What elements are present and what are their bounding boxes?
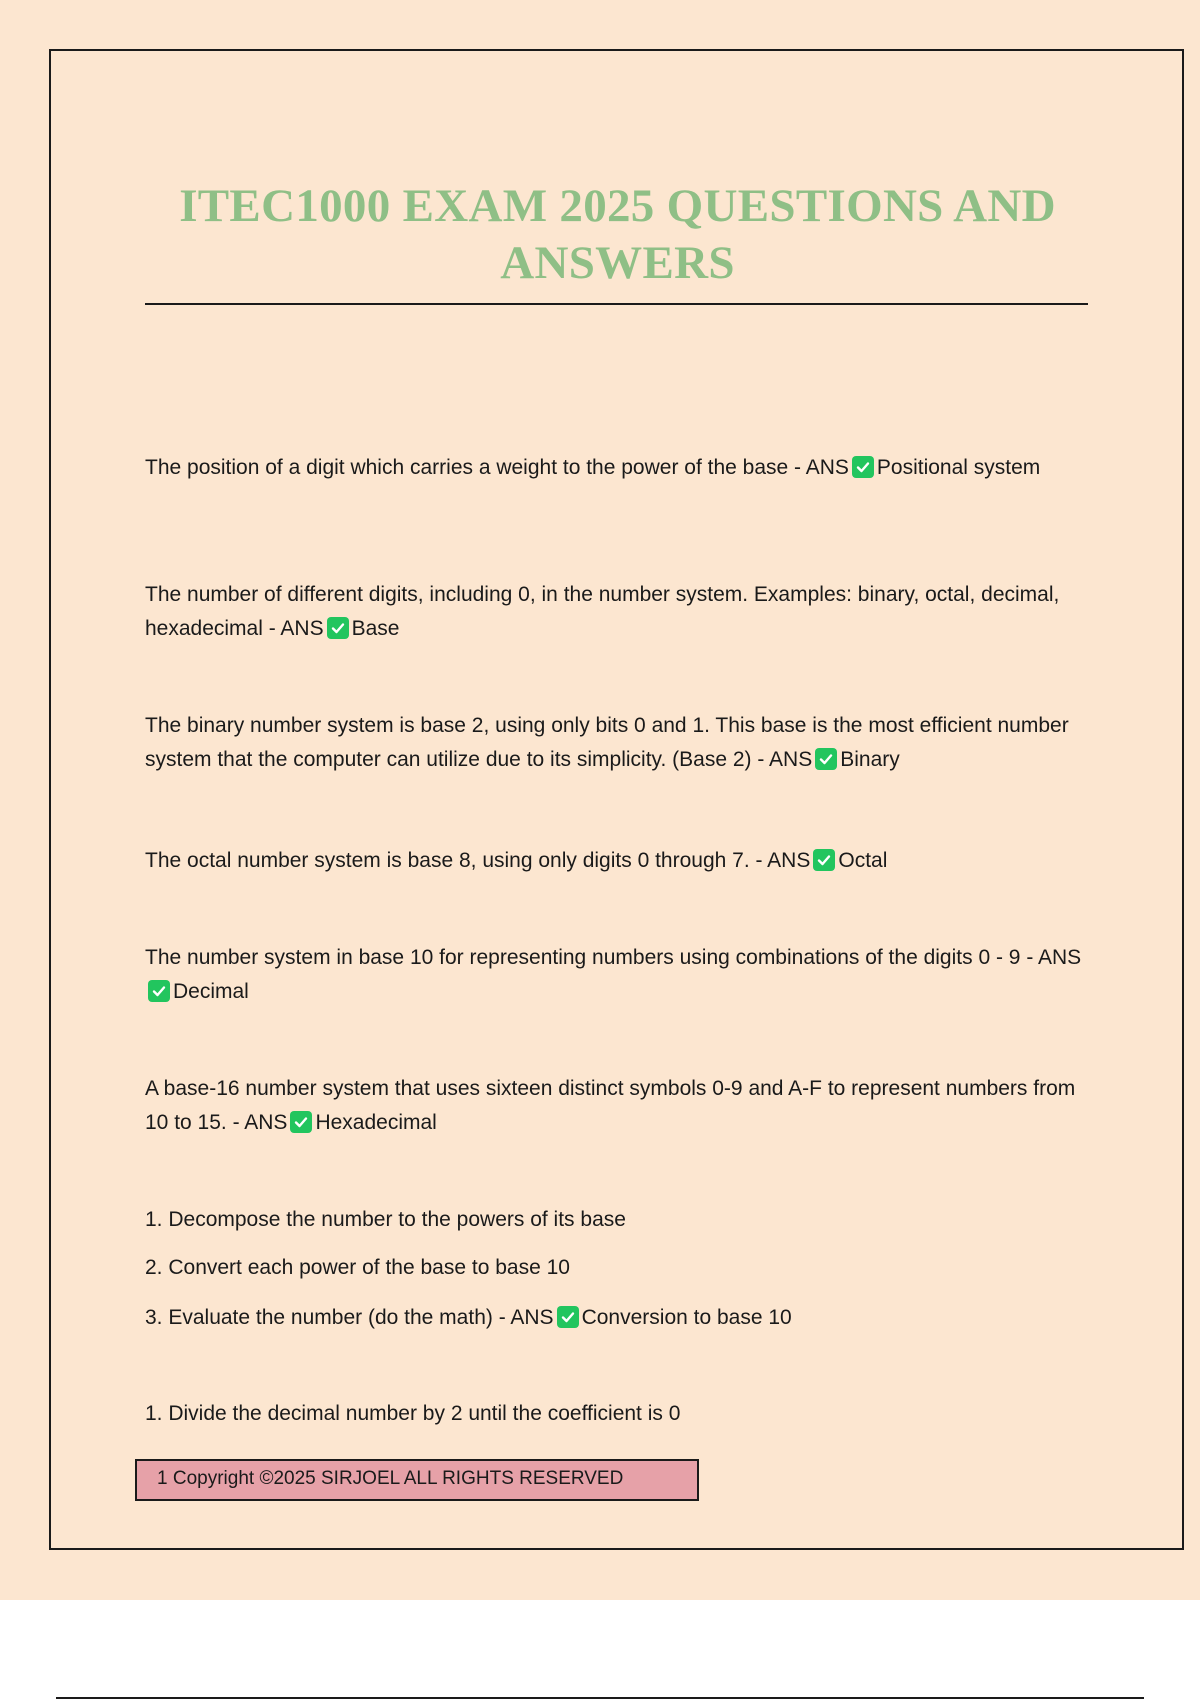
qa-item-4 bbox=[145, 844, 1085, 878]
copyright-footer: 1 Copyright ©2025 SIRJOEL ALL RIGHTS RESERVED bbox=[135, 1459, 699, 1501]
check-box-icon bbox=[852, 456, 874, 478]
answer-text: Conversion to base 10 bbox=[581, 1306, 792, 1329]
question-text: The number system in base 10 for representing numbers using combinations of the digits 0 - 9 bbox=[145, 946, 1021, 969]
answer-text: Decimal bbox=[173, 980, 249, 1003]
check-box-icon bbox=[813, 849, 835, 871]
question-text: A base-16 number system that uses sixteen distinct symbols 0-9 and A-F to represent numbers from 10 to 15. bbox=[145, 1077, 1076, 1134]
qa-item-5 bbox=[145, 941, 1085, 1009]
qa-item-6 bbox=[145, 1072, 1085, 1140]
ans-marker: - ANS bbox=[755, 849, 811, 872]
answer-text: Octal bbox=[838, 849, 888, 872]
division-step-1: 1. Divide the decimal number by 2 until the coefficient is 0 bbox=[145, 1402, 681, 1425]
ans-marker: - ANS bbox=[232, 1111, 288, 1134]
qa-item-2 bbox=[145, 578, 1085, 646]
ans-marker: - ANS bbox=[268, 617, 324, 640]
step-text: 3. Evaluate the number (do the math) bbox=[145, 1306, 493, 1329]
check-box-icon bbox=[290, 1111, 312, 1133]
qa-item-1 bbox=[145, 451, 1085, 485]
title-divider bbox=[145, 303, 1088, 305]
answer-text: Base bbox=[351, 617, 400, 640]
ans-marker: - ANS bbox=[757, 748, 813, 771]
answer-text: Positional system bbox=[876, 456, 1041, 479]
check-box-icon bbox=[557, 1306, 579, 1328]
question-text: The binary number system is base 2, using only bits 0 and 1. This base is the most efficient number system that the computer can utilize due to its simplicity. (Base 2) bbox=[145, 714, 1069, 771]
question-text: The position of a digit which carries a weight to the power of the base bbox=[145, 456, 789, 479]
qa-item-3 bbox=[145, 709, 1085, 777]
ans-marker: - ANS bbox=[498, 1306, 554, 1329]
answer-text: Hexadecimal bbox=[315, 1111, 437, 1134]
conversion-step-1: 1. Decompose the number to the powers of its base bbox=[145, 1208, 626, 1231]
document-title: ITEC1000 EXAM 2025 QUESTIONS AND ANSWERS bbox=[179, 180, 1056, 289]
conversion-step-2: 2. Convert each power of the base to base 10 bbox=[145, 1256, 570, 1279]
question-text: The octal number system is base 8, using only digits 0 through 7. bbox=[145, 849, 750, 872]
ans-marker: - ANS bbox=[794, 456, 849, 479]
check-box-icon bbox=[327, 617, 349, 639]
answer-text: Binary bbox=[840, 748, 900, 771]
question-text: The number of different digits, including 0, in the number system. Examples: binary, octal, decimal, hexadecimal bbox=[145, 583, 1060, 640]
conversion-step-3 bbox=[145, 1303, 792, 1333]
ans-marker: - ANS bbox=[1026, 946, 1082, 969]
next-page-divider bbox=[56, 1697, 1144, 1699]
check-box-icon bbox=[815, 748, 837, 770]
check-box-icon bbox=[148, 980, 170, 1002]
